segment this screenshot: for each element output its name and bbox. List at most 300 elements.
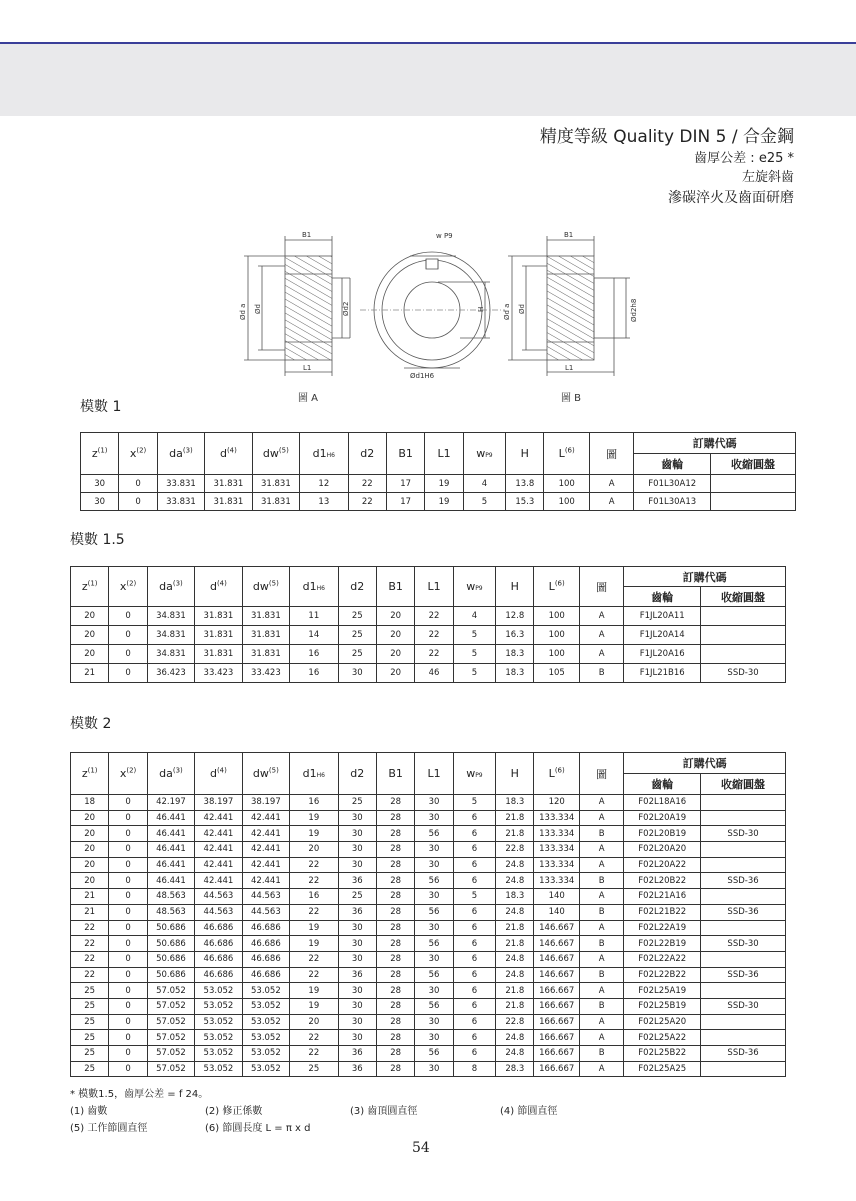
cell-b1: 28: [376, 920, 414, 936]
header-w: [463, 433, 505, 475]
cell-w: 5: [463, 493, 505, 511]
header-fig-label: 圖: [606, 447, 618, 461]
cell-fig: B: [579, 826, 623, 842]
cell-fig: A: [579, 795, 623, 811]
label-da-a: Ød a: [239, 303, 247, 320]
cell-l: 166.667: [534, 1061, 579, 1077]
cell-da: 46.441: [147, 810, 194, 826]
cell-h: 21.8: [496, 810, 534, 826]
cell-fig: B: [579, 1046, 623, 1062]
cell-da: 46.441: [147, 842, 194, 858]
gear-technical-drawing: [230, 226, 650, 404]
cell-d2: 36: [338, 873, 376, 889]
cell-d1: 25: [290, 1061, 338, 1077]
cell-z: 25: [71, 1014, 109, 1030]
cell-da: 57.052: [147, 1061, 194, 1077]
spec-table-module-2: [70, 752, 786, 1077]
cell-d: 42.441: [195, 873, 242, 889]
cell-w: 8: [453, 1061, 495, 1077]
cell-x: 0: [109, 810, 147, 826]
header-z: [81, 433, 119, 475]
header-d1: [300, 433, 348, 475]
cell-d: 46.686: [195, 967, 242, 983]
header-x-label: x: [129, 447, 137, 460]
header-d-sup: (4): [216, 579, 227, 588]
cell-l1: 30: [415, 889, 453, 905]
cell-l: 166.667: [534, 983, 579, 999]
header-h: [506, 433, 544, 475]
header-d1-sub: H6: [316, 585, 325, 592]
cell-d: 53.052: [195, 1014, 242, 1030]
cell-w: 6: [453, 826, 495, 842]
spec-table-module-1-5: [70, 566, 786, 683]
cell-z: 20: [71, 826, 109, 842]
cell-shrink-disc: [701, 607, 786, 626]
cell-d2: 30: [338, 983, 376, 999]
cell-d1: 19: [290, 998, 338, 1014]
footnote-3: (3) 齒頂圓直徑: [350, 1106, 418, 1117]
cell-da: 36.423: [147, 664, 194, 683]
cell-z: 22: [71, 936, 109, 952]
header-d2: [338, 753, 376, 795]
cell-fig: B: [579, 967, 623, 983]
cell-dw: 53.052: [242, 1014, 289, 1030]
cell-gear-code: F02L22A22: [624, 951, 701, 967]
cell-dw: 31.831: [242, 626, 289, 645]
cell-z: 21: [71, 889, 109, 905]
table-row: [81, 493, 796, 511]
cell-dw: 31.831: [252, 493, 299, 511]
table-row: [71, 920, 786, 936]
cell-gear-code: F02L20A22: [624, 857, 701, 873]
cell-shrink-disc: SSD-30: [701, 826, 786, 842]
cell-x: 0: [119, 475, 157, 493]
label-d-b: Ød: [518, 304, 526, 314]
header-x-label: x: [119, 580, 127, 593]
cell-x: 0: [109, 967, 147, 983]
cell-w: 6: [453, 951, 495, 967]
header-b1: [386, 433, 424, 475]
cell-dw: 42.441: [242, 842, 289, 858]
cell-d2: 25: [338, 795, 376, 811]
cell-da: 57.052: [147, 983, 194, 999]
header-l1: [425, 433, 463, 475]
header-d-label: d: [209, 767, 217, 780]
cell-gear-code: F01L30A13: [634, 493, 711, 511]
cell-x: 0: [109, 842, 147, 858]
cell-h: 18.3: [496, 795, 534, 811]
cell-l: 146.667: [534, 920, 579, 936]
header-dw: [242, 753, 289, 795]
header-b1-label: B1: [388, 580, 403, 593]
cell-shrink-disc: [701, 795, 786, 811]
cell-z: 20: [71, 645, 109, 664]
cell-x: 0: [109, 664, 147, 683]
cell-z: 25: [71, 1030, 109, 1046]
cell-x: 0: [109, 857, 147, 873]
header-z: [71, 753, 109, 795]
header-z-sup: (1): [87, 579, 98, 588]
header-l1: [415, 567, 453, 607]
table-row: [71, 889, 786, 905]
header-w-sub: P9: [475, 585, 483, 592]
header-w-sub: P9: [485, 452, 493, 459]
cell-d1: 19: [290, 936, 338, 952]
cell-w: 5: [453, 664, 495, 683]
cell-w: 6: [453, 873, 495, 889]
header-l: [534, 567, 579, 607]
cell-l: 133.334: [534, 826, 579, 842]
cell-fig: B: [579, 998, 623, 1014]
cell-b1: 28: [376, 936, 414, 952]
cell-d1: 12: [300, 475, 348, 493]
cell-h: 15.3: [506, 493, 544, 511]
cell-h: 24.8: [496, 904, 534, 920]
cell-h: 24.8: [496, 1046, 534, 1062]
cell-gear-code: F02L22A19: [624, 920, 701, 936]
cell-h: 24.8: [496, 1030, 534, 1046]
table-row: [71, 1030, 786, 1046]
header-d1-sub: H6: [316, 772, 325, 779]
header-d-label: d: [219, 447, 227, 460]
cell-shrink-disc: [701, 983, 786, 999]
cell-shrink-disc: SSD-30: [701, 998, 786, 1014]
cell-fig: B: [579, 904, 623, 920]
cell-d: 53.052: [195, 1061, 242, 1077]
cell-da: 46.441: [147, 857, 194, 873]
cell-shrink-disc: [701, 920, 786, 936]
header-fig: [579, 753, 623, 795]
cell-z: 30: [81, 493, 119, 511]
cell-d1: 20: [290, 1014, 338, 1030]
cell-h: 18.3: [496, 889, 534, 905]
cell-l: 146.667: [534, 936, 579, 952]
cell-da: 46.441: [147, 826, 194, 842]
cell-w: 5: [453, 795, 495, 811]
cell-b1: 28: [376, 810, 414, 826]
cell-d: 44.563: [195, 904, 242, 920]
caption-figure-a: 圖 A: [298, 393, 319, 404]
header-da-label: da: [159, 580, 173, 593]
table-row: [71, 795, 786, 811]
table-row: [71, 664, 786, 683]
cell-l: 100: [534, 645, 579, 664]
cell-b1: 28: [376, 1061, 414, 1077]
cell-dw: 46.686: [242, 967, 289, 983]
cell-da: 33.831: [157, 475, 204, 493]
cell-d2: 22: [348, 475, 386, 493]
cell-d: 44.563: [195, 889, 242, 905]
cell-shrink-disc: SSD-30: [701, 664, 786, 683]
header-gear: 齒輪: [624, 587, 701, 607]
header-shrink-disc: 收縮圓盤: [701, 587, 786, 607]
caption-figure-b: 圖 B: [561, 393, 582, 404]
cell-d1: 14: [290, 626, 338, 645]
cell-l1: 56: [415, 1046, 453, 1062]
cell-shrink-disc: [701, 626, 786, 645]
header-h-label: H: [510, 767, 519, 780]
cell-shrink-disc: SSD-36: [701, 904, 786, 920]
cell-d1: 11: [290, 607, 338, 626]
label-h: H: [477, 306, 485, 312]
header-h-label: H: [510, 580, 519, 593]
cell-da: 57.052: [147, 1030, 194, 1046]
header-z-sup: (1): [87, 766, 98, 775]
header-da: [147, 567, 194, 607]
table-row: [71, 857, 786, 873]
cell-w: 6: [453, 1014, 495, 1030]
cell-d: 42.441: [195, 826, 242, 842]
cell-d2: 30: [338, 1014, 376, 1030]
header-x-sup: (2): [126, 766, 137, 775]
cell-h: 18.3: [496, 645, 534, 664]
cell-d: 46.686: [195, 951, 242, 967]
cell-da: 33.831: [157, 493, 204, 511]
cell-fig: A: [579, 626, 623, 645]
cell-b1: 28: [376, 951, 414, 967]
cell-w: 6: [453, 920, 495, 936]
header-dw: [242, 567, 289, 607]
cell-z: 20: [71, 873, 109, 889]
cell-fig: A: [579, 889, 623, 905]
cell-b1: 28: [376, 1030, 414, 1046]
cell-d2: 30: [338, 936, 376, 952]
header-d: [195, 567, 242, 607]
cell-d2: 30: [338, 920, 376, 936]
cell-w: 4: [453, 607, 495, 626]
cell-fig: A: [579, 810, 623, 826]
cell-d: 31.831: [205, 475, 252, 493]
cell-gear-code: F01L30A12: [634, 475, 711, 493]
cell-da: 34.831: [147, 607, 194, 626]
cell-d: 31.831: [195, 626, 242, 645]
cell-x: 0: [109, 920, 147, 936]
cell-gear-code: F1JL21B16: [624, 664, 701, 683]
cell-fig: A: [579, 951, 623, 967]
header-d1-label: d1: [302, 580, 317, 593]
table-row: [71, 645, 786, 664]
cell-dw: 46.686: [242, 951, 289, 967]
cell-b1: 28: [376, 889, 414, 905]
header-w-sub: P9: [475, 772, 483, 779]
table-row: [71, 967, 786, 983]
cell-h: 18.3: [496, 664, 534, 683]
header-d1: [290, 567, 338, 607]
header-fig-label: 圖: [596, 580, 608, 594]
cell-h: 24.8: [496, 873, 534, 889]
spec-table-module-1: [80, 432, 796, 511]
header-x: [119, 433, 157, 475]
cell-w: 6: [453, 857, 495, 873]
header-fig-label: 圖: [596, 767, 608, 781]
table-row: [71, 983, 786, 999]
cell-l: 140: [534, 904, 579, 920]
header-l1: [415, 753, 453, 795]
cell-d1: 16: [290, 645, 338, 664]
cell-l: 166.667: [534, 1014, 579, 1030]
cell-shrink-disc: [701, 951, 786, 967]
page-number: 54: [412, 1140, 430, 1156]
cell-d1: 22: [290, 873, 338, 889]
cell-shrink-disc: [701, 1030, 786, 1046]
cell-h: 22.8: [496, 1014, 534, 1030]
cell-d2: 30: [338, 857, 376, 873]
cell-z: 21: [71, 904, 109, 920]
cell-z: 25: [71, 1061, 109, 1077]
header-b1: [376, 753, 414, 795]
cell-b1: 28: [376, 1014, 414, 1030]
cell-dw: 38.197: [242, 795, 289, 811]
cell-h: 21.8: [496, 983, 534, 999]
cell-d2: 25: [338, 889, 376, 905]
header-d: [195, 753, 242, 795]
cell-b1: 28: [376, 842, 414, 858]
tolerance-note: 齒厚公差 : e25 *: [694, 151, 794, 166]
header-d1: [290, 753, 338, 795]
cell-da: 50.686: [147, 920, 194, 936]
header-dw-label: dw: [262, 447, 279, 460]
cell-l1: 56: [415, 967, 453, 983]
header-fig: [579, 567, 623, 607]
cell-d2: 36: [338, 967, 376, 983]
cell-dw: 33.423: [242, 664, 289, 683]
cell-fig: A: [589, 493, 633, 511]
label-l1-a: L1: [303, 364, 312, 372]
cell-dw: 53.052: [242, 1046, 289, 1062]
cell-da: 57.052: [147, 1046, 194, 1062]
section-title-module-1-5: 模數 1.5: [70, 532, 125, 548]
cell-l: 100: [544, 475, 589, 493]
cell-d1: 16: [290, 795, 338, 811]
cell-d2: 30: [338, 1030, 376, 1046]
cell-d2: 30: [338, 664, 376, 683]
cell-gear-code: F02L18A16: [624, 795, 701, 811]
cell-w: 6: [453, 1046, 495, 1062]
label-d-a: Ød: [254, 304, 262, 314]
cell-d2: 30: [338, 810, 376, 826]
cell-d: 46.686: [195, 920, 242, 936]
cell-w: 5: [453, 645, 495, 664]
cell-d2: 25: [338, 626, 376, 645]
cell-x: 0: [109, 936, 147, 952]
cell-b1: 28: [376, 857, 414, 873]
header-d2-label: d2: [360, 447, 375, 460]
cell-d1: 22: [290, 904, 338, 920]
cell-l: 133.334: [534, 842, 579, 858]
cell-x: 0: [109, 795, 147, 811]
cell-d2: 30: [338, 951, 376, 967]
cell-shrink-disc: [701, 810, 786, 826]
cell-b1: 28: [376, 826, 414, 842]
cell-dw: 53.052: [242, 998, 289, 1014]
header-d2: [338, 567, 376, 607]
cell-x: 0: [109, 1061, 147, 1077]
cell-shrink-disc: SSD-36: [701, 873, 786, 889]
header-d2: [348, 433, 386, 475]
header-w: [453, 753, 495, 795]
cell-d1: 19: [290, 920, 338, 936]
cell-d1: 22: [290, 857, 338, 873]
header-l-sup: (6): [554, 766, 565, 775]
table-row: [81, 475, 796, 493]
cell-b1: 28: [376, 873, 414, 889]
header-order-code: 訂購代碼: [634, 433, 796, 454]
cell-l: 100: [544, 493, 589, 511]
cell-l: 105: [534, 664, 579, 683]
cell-fig: A: [579, 1030, 623, 1046]
cell-b1: 20: [376, 645, 414, 664]
cell-w: 5: [453, 626, 495, 645]
cell-l1: 19: [425, 493, 463, 511]
cell-z: 20: [71, 810, 109, 826]
cell-d: 38.197: [195, 795, 242, 811]
cell-b1: 28: [376, 1046, 414, 1062]
header-d1-sub: H6: [326, 452, 335, 459]
cell-h: 16.3: [496, 626, 534, 645]
cell-x: 0: [109, 626, 147, 645]
cell-l1: 30: [415, 983, 453, 999]
cell-l1: 30: [415, 1061, 453, 1077]
cell-x: 0: [109, 889, 147, 905]
cell-d1: 22: [290, 951, 338, 967]
header-l-label: L: [548, 580, 555, 593]
cell-d: 31.831: [205, 493, 252, 511]
header-shrink-disc: 收縮圓盤: [701, 774, 786, 795]
cell-l: 166.667: [534, 1030, 579, 1046]
header-l1-label: L1: [437, 447, 451, 460]
header-l-sup: (6): [554, 579, 565, 588]
cell-d: 53.052: [195, 983, 242, 999]
cell-z: 30: [81, 475, 119, 493]
table-row: [71, 951, 786, 967]
cell-h: 24.8: [496, 951, 534, 967]
cell-d: 31.831: [195, 645, 242, 664]
cell-x: 0: [109, 607, 147, 626]
cell-h: 24.8: [496, 967, 534, 983]
cell-w: 6: [453, 1030, 495, 1046]
cell-z: 22: [71, 967, 109, 983]
header-l-label: L: [548, 767, 555, 780]
cell-x: 0: [109, 951, 147, 967]
cell-l: 120: [534, 795, 579, 811]
cell-d1: 19: [290, 810, 338, 826]
cell-gear-code: F02L25A25: [624, 1061, 701, 1077]
header-da-sup: (3): [182, 446, 193, 455]
cell-gear-code: F02L20B22: [624, 873, 701, 889]
cell-z: 20: [71, 607, 109, 626]
header-h: [496, 753, 534, 795]
cell-z: 20: [71, 626, 109, 645]
cell-l1: 56: [415, 826, 453, 842]
header-fig: [589, 433, 633, 475]
cell-d2: 36: [338, 1061, 376, 1077]
table-row: [71, 826, 786, 842]
header-l1-label: L1: [427, 580, 441, 593]
cell-d1: 20: [290, 842, 338, 858]
cell-dw: 44.563: [242, 904, 289, 920]
header-l1-label: L1: [427, 767, 441, 780]
cell-gear-code: F1JL20A11: [624, 607, 701, 626]
cell-gear-code: F02L21B22: [624, 904, 701, 920]
cell-gear-code: F02L25B19: [624, 998, 701, 1014]
cell-shrink-disc: SSD-36: [701, 967, 786, 983]
cell-d1: 22: [290, 1030, 338, 1046]
cell-d2: 25: [338, 607, 376, 626]
header-l: [544, 433, 589, 475]
cell-da: 50.686: [147, 936, 194, 952]
label-b1-a: B1: [302, 231, 312, 239]
cell-shrink-disc: [701, 645, 786, 664]
